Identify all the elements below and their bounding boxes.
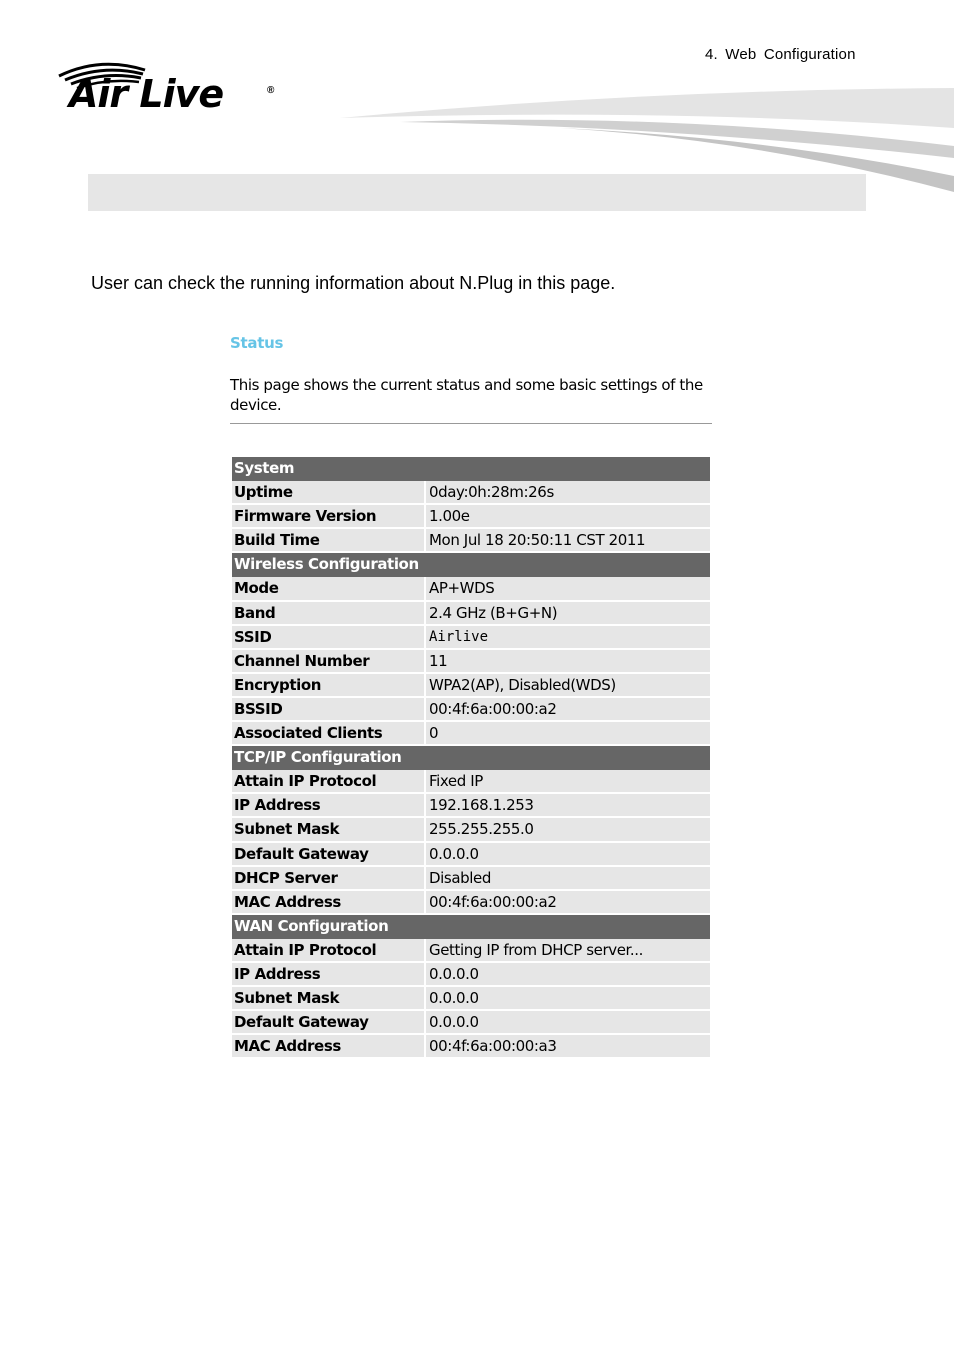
row-value: Mon Jul 18 20:50:11 CST 2011 (426, 529, 710, 553)
row-value: 2.4 GHz (B+G+N) (426, 602, 710, 626)
row-value: AP+WDS (426, 577, 710, 601)
row-label: Default Gateway (232, 1011, 424, 1035)
table-row (232, 722, 710, 746)
divider (230, 423, 712, 424)
section-header-row: System (232, 457, 710, 481)
row-value: 00:4f:6a:00:00:a2 (426, 891, 710, 915)
row-value: WPA2(AP), Disabled(WDS) (426, 674, 710, 698)
row-label: Default Gateway (232, 843, 424, 867)
row-label: Firmware Version (232, 505, 424, 529)
table-row (232, 891, 710, 915)
row-value: 0.0.0.0 (426, 963, 710, 987)
table-row (232, 650, 710, 674)
row-value: 0.0.0.0 (426, 987, 710, 1011)
table-row (232, 818, 710, 842)
row-label: Build Time (232, 529, 424, 553)
table-row (232, 481, 710, 505)
section-heading-bar (88, 174, 866, 211)
row-label: BSSID (232, 698, 424, 722)
table-row (232, 939, 710, 963)
row-label: Mode (232, 577, 424, 601)
section-header-row: Wireless Configuration (232, 553, 710, 577)
section-header-row: WAN Configuration (232, 915, 710, 939)
row-value: Airlive (426, 626, 710, 650)
row-label: Channel Number (232, 650, 424, 674)
table-row (232, 987, 710, 1011)
row-label: Subnet Mask (232, 818, 424, 842)
row-label: Band (232, 602, 424, 626)
table-row (232, 794, 710, 818)
row-label: Uptime (232, 481, 424, 505)
status-panel (230, 334, 712, 415)
table-row (232, 1035, 710, 1059)
row-label: MAC Address (232, 1035, 424, 1059)
row-label: IP Address (232, 794, 424, 818)
logo-wordmark: Air Live (69, 72, 224, 116)
registered-mark: ® (267, 85, 275, 96)
panel-title: Status (230, 334, 284, 352)
row-value: 0.0.0.0 (426, 1011, 710, 1035)
row-value: 11 (426, 650, 710, 674)
panel-description: This page shows the current status and some basic settings of the device. (230, 376, 703, 414)
table-row (232, 529, 710, 553)
row-value: 0 (426, 722, 710, 746)
row-label: Encryption (232, 674, 424, 698)
table-row (232, 698, 710, 722)
row-value: Disabled (426, 867, 710, 891)
row-value: 00:4f:6a:00:00:a3 (426, 1035, 710, 1059)
row-label: Associated Clients (232, 722, 424, 746)
row-value: 0day:0h:28m:26s (426, 481, 710, 505)
table-row (232, 867, 710, 891)
row-value: Fixed IP (426, 770, 710, 794)
table-row (232, 602, 710, 626)
row-label: DHCP Server (232, 867, 424, 891)
table-row (232, 1011, 710, 1035)
table-row (232, 963, 710, 987)
row-value: 192.168.1.253 (426, 794, 710, 818)
row-label: IP Address (232, 963, 424, 987)
chapter-header: 4. Web Configuration (705, 46, 856, 63)
status-table (232, 457, 710, 1059)
section-header-row: TCP/IP Configuration (232, 746, 710, 770)
row-value: 1.00e (426, 505, 710, 529)
row-label: Attain IP Protocol (232, 939, 424, 963)
table-row (232, 770, 710, 794)
row-value: 0.0.0.0 (426, 843, 710, 867)
table-row (232, 674, 710, 698)
row-value: 00:4f:6a:00:00:a2 (426, 698, 710, 722)
row-label: MAC Address (232, 891, 424, 915)
table-row (232, 626, 710, 650)
row-label: Subnet Mask (232, 987, 424, 1011)
row-value: Getting IP from DHCP server... (426, 939, 710, 963)
table-row (232, 577, 710, 601)
row-value: 255.255.255.0 (426, 818, 710, 842)
table-row (232, 505, 710, 529)
row-label: Attain IP Protocol (232, 770, 424, 794)
airlive-logo (55, 60, 295, 126)
row-label: SSID (232, 626, 424, 650)
table-row (232, 843, 710, 867)
intro-text: User can check the running information about N.Plug in this page. (91, 273, 616, 293)
